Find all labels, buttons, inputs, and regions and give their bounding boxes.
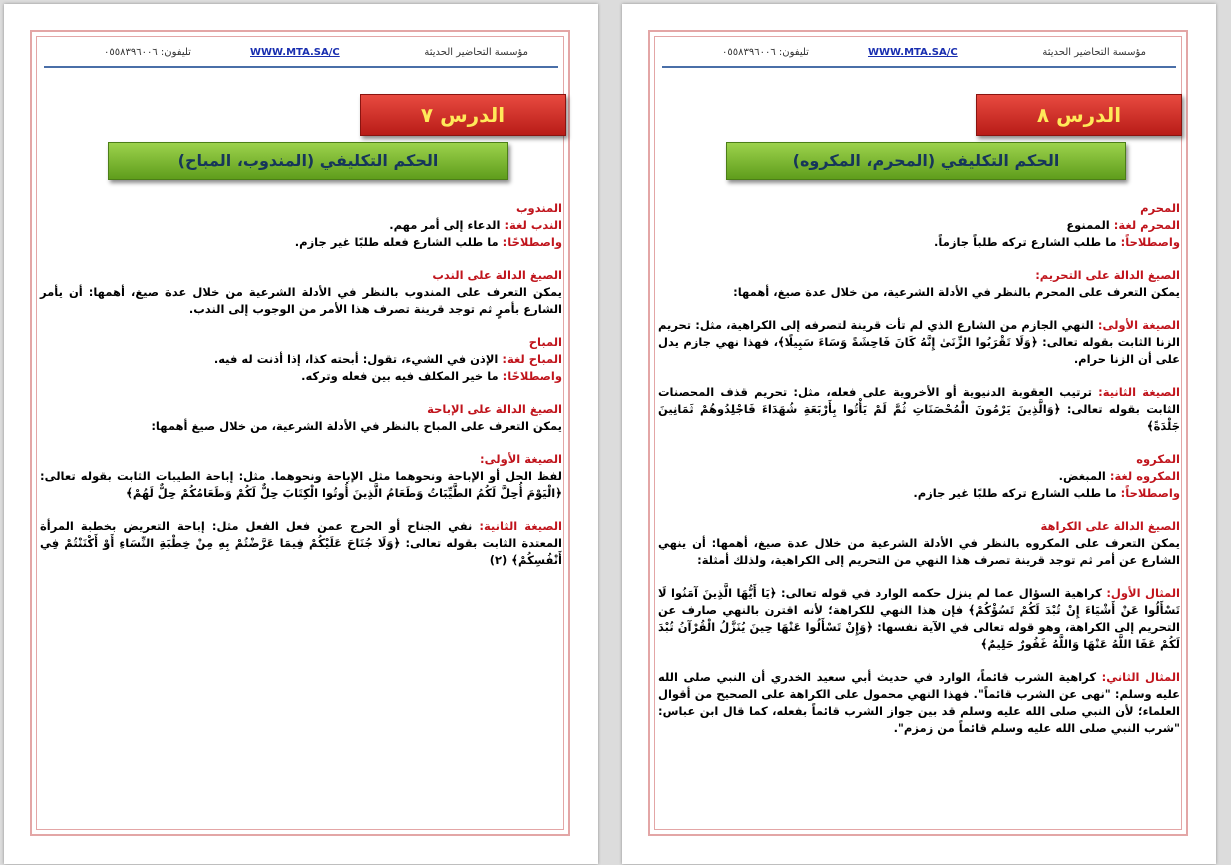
header-site-link[interactable]: WWW.MTA.SA/C	[250, 47, 340, 58]
lesson-body	[658, 200, 1180, 737]
section-title: الصيغ الدالة على الندب	[432, 268, 562, 282]
definition-line: واصطلاحاً: ما طلب الشارع تركه طلباً جازماً.	[934, 235, 1180, 249]
header-divider	[44, 66, 558, 68]
definition-line: واصطلاحًا: ما خير المكلف فيه بين فعله وتركه.	[301, 369, 562, 383]
definition-line: المباح لغة: الإذن في الشيء، تقول: أبحته كذا، إذا أذنت له فيه.	[213, 352, 562, 366]
paragraph: يمكن التعرف على المباح بالنظر في الأدلة الشرعية، من خلال صيغ أهمها:	[151, 419, 562, 433]
section-title: المحرم	[1140, 201, 1180, 215]
definition-line: واصطلاحاً: ما طلب الشارع تركه طلبًا غير جازم.	[913, 486, 1180, 500]
section-title: الصيغة الأولى:	[480, 452, 562, 466]
section-title: المباح	[528, 335, 562, 349]
definition-line: المحرم لغة: الممنوع	[1066, 218, 1180, 232]
paragraph: الصيغة الثانية: نفي الجناح أو الحرج عمن فعل الفعل مثل: إباحة التعريض بخطبة المرأة المعتدة الثابت بقوله تعالى: ﴿وَلَا جُنَاحَ عَلَيْكُمْ فِيمَا عَرَّضْتُمْ بِهِ مِنْ خِطْبَةِ النِّسَاءِ أَوْ أَكْنَنْتُمْ فِي أَنْفُسِكُمْ﴾ (٢)	[40, 519, 562, 567]
header-org: مؤسسة التحاضير الحديثة	[1042, 47, 1146, 58]
definition-line: واصطلاحًا: ما طلب الشارع فعله طلبًا غير جازم.	[294, 235, 562, 249]
page-header	[44, 44, 558, 66]
definition-line: المكروه لغة: المبغض.	[1058, 469, 1180, 483]
paragraph: المثال الثاني: كراهية الشرب قائماً، الوارد في حديث أبي سعيد الخدري أن النبي صلى الله عليه وسلم: "نهى عن الشرب قائماً". فهذا النهي محمول على الكراهة على الصحيح من أقوال العلماء؛ لأن النبي صلى الله عليه وسلم قد بين جواز الشرب قائماً بفعله، كما قال ابن عباس: "شرب النبي صلى الله عليه وسلم قائماً من زمزم".	[658, 670, 1180, 735]
section-title: المندوب	[515, 201, 562, 215]
definition-line: الندب لغة: الدعاء إلى أمر مهم.	[389, 218, 562, 232]
section-title: الصيغ الدالة على الإباحة	[427, 402, 562, 416]
paragraph: يمكن التعرف على المندوب بالنظر في الأدلة الشرعية من خلال عدة صيغ، أهمها: أن يأمر الشارع بأمرٍ ثم توجد قرينة تصرف هذا الأمر من الوجوب إلى الندب.	[40, 285, 562, 316]
paragraph: الصيغة الثانية: ترتيب العقوبة الدنيوية أو الأخروية على فعله، مثل: تحريم قذف المحصنات الثابت بقوله تعالى: ﴿وَالَّذِينَ يَرْمُونَ الْمُحْصَنَاتِ ثُمَّ لَمْ يَأْتُوا بِأَرْبَعَةِ شُهَدَاءَ فَاجْلِدُوهُمْ ثَمَانِينَ جَلْدَةً﴾	[658, 385, 1180, 433]
page-lesson-7	[4, 4, 598, 864]
section-title: الصيغ الدالة على الكراهة	[1040, 519, 1180, 533]
header-phone: تليفون: ٠٥٥٨٣٩٦٠٠٦	[722, 47, 809, 58]
header-site-link[interactable]: WWW.MTA.SA/C	[868, 47, 958, 58]
lesson-title: الدرس ٨	[976, 94, 1182, 136]
section-title: المكروه	[1136, 452, 1180, 466]
header-org: مؤسسة التحاضير الحديثة	[424, 47, 528, 58]
paragraph: يمكن التعرف على المحرم بالنظر في الأدلة الشرعية، من خلال عدة صيغ، أهمها:	[733, 285, 1180, 299]
paragraph: لفظ الحل أو الإباحة ونحوهما مثل الإباحة ونحوهما. مثل: إباحة الطيبات الثابت بقوله تعالى: ﴿الْيَوْمَ أُحِلَّ لَكُمُ الطَّيِّبَاتُ وَطَعَامُ الَّذِينَ أُوتُوا الْكِتَابَ حِلٌّ لَكُمْ وَطَعَامُكُمْ حِلٌّ لَهُمْ﴾	[40, 469, 562, 500]
header-divider	[662, 66, 1176, 68]
lesson-body	[40, 200, 562, 569]
topic-banner: الحكم التكليفي (المحرم، المكروه)	[726, 142, 1126, 180]
page-lesson-8	[622, 4, 1216, 864]
paragraph: المثال الأول: كراهية السؤال عما لم ينزل حكمه الوارد في قوله تعالى: ﴿يَا أَيُّهَا الَّذِينَ آمَنُوا لَا تَسْأَلُوا عَنْ أَشْيَاءَ إِنْ تُبْدَ لَكُمْ تَسُؤْكُمْ﴾ فإن هذا النهي للكراهة؛ لأنه اقترن بالنهي صارف عن التحريم إلى الكراهة، وهو قوله تعالى في الآية نفسها: ﴿وَإِنْ تَسْأَلُوا عَنْهَا حِينَ يُنَزَّلُ الْقُرْآنُ تُبْدَ لَكُمْ عَفَا اللَّهُ عَنْهَا وَاللَّهُ غَفُورٌ حَلِيمٌ﴾	[658, 586, 1180, 651]
paragraph: يمكن التعرف على المكروه بالنظر في الأدلة الشرعية من خلال عدة صيغ، أهمها: أن ينهي الشارع عن أمر ثم توجد قرينة تصرف هذا النهي من التحريم إلى الكراهية، ولذلك أمثلة:	[658, 536, 1180, 567]
paragraph: الصيغة الأولى: النهي الجازم من الشارع الذي لم تأت قرينة لتصرفه إلى الكراهية، مثل: تحريم الزنا الثابت بقوله تعالى: ﴿وَلَا تَقْرَبُوا الزِّنَىٰ إِنَّهُ كَانَ فَاحِشَةً وَسَاءَ سَبِيلًا﴾، فهذا نهي جازم يدل على أن الزنا حرام.	[658, 318, 1180, 366]
header-phone: تليفون: ٠٥٥٨٣٩٦٠٠٦	[104, 47, 191, 58]
topic-banner: الحكم التكليفي (المندوب، المباح)	[108, 142, 508, 180]
section-title: الصيغ الدالة على التحريم:	[1035, 268, 1180, 282]
lesson-title: الدرس ٧	[360, 94, 566, 136]
page-header	[662, 44, 1176, 66]
